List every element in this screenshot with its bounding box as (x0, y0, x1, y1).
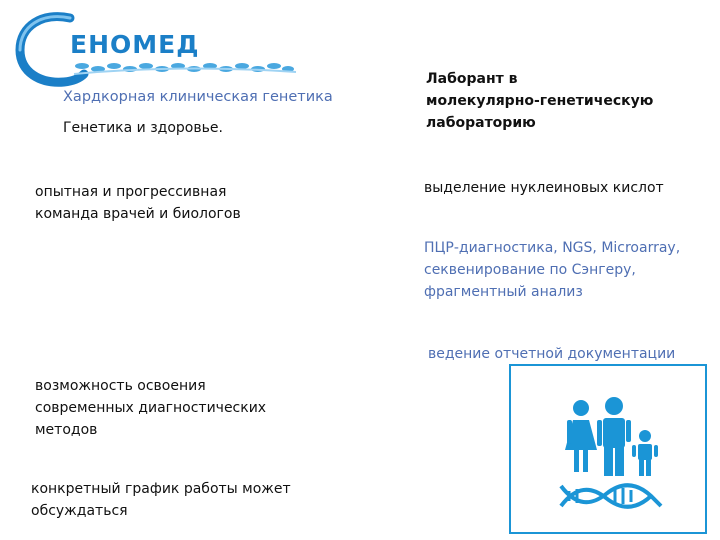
task-extraction: выделение нуклеиновых кислот (424, 180, 664, 196)
schedule-line: конкретный график работы может (31, 481, 291, 497)
task-documentation: ведение отчетной документации (428, 346, 676, 362)
task-methods-line: секвенирование по Сэнгеру, (424, 262, 636, 278)
team-line: опытная и прогрессивная (35, 184, 227, 200)
task-methods-line: фрагментный анализ (424, 284, 583, 300)
position-line: лабораторию (426, 115, 536, 131)
methods-text (35, 375, 266, 441)
methods-line: методов (35, 422, 98, 438)
team-text (35, 181, 241, 225)
task-methods (424, 237, 680, 303)
logo-text: ЕНОМЕД (70, 30, 200, 59)
tagline: Хардкорная клиническая генетика (63, 89, 333, 105)
family-dna-graphic (511, 366, 705, 532)
methods-line: современных диагностических (35, 400, 267, 416)
family-dna-icon (509, 364, 707, 534)
team-line: команда врачей и биологов (35, 206, 241, 222)
task-methods-line: ПЦР-диагностика, NGS, Microarray, (424, 240, 681, 256)
schedule-line: обсуждаться (31, 503, 128, 519)
position-line: Лаборант в (426, 71, 518, 87)
position-title (426, 68, 653, 134)
subtitle: Генетика и здоровье. (63, 120, 223, 136)
position-line: молекулярно-генетическую (426, 93, 654, 109)
methods-line: возможность освоения (35, 378, 206, 394)
schedule-text (31, 478, 291, 522)
